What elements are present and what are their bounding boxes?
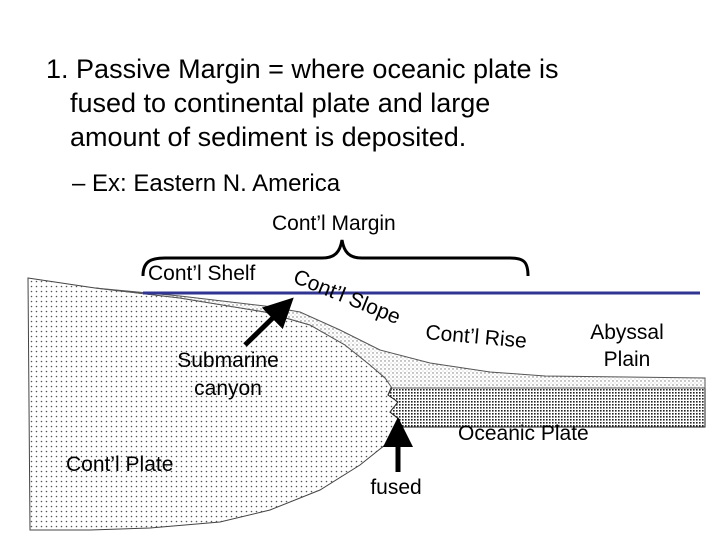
rise-label: Cont’l Rise <box>424 321 528 353</box>
abyssal-label-line2: Plain <box>603 348 651 371</box>
oceanic-plate-label: Oceanic Plate <box>458 422 589 445</box>
bullet-line-2: fused to continental plate and large <box>70 88 491 118</box>
margin-label: Cont’l Margin <box>272 212 396 235</box>
passive-margin-diagram <box>0 200 720 540</box>
bullet-number: 1. <box>46 54 69 84</box>
canyon-label-line2: canyon <box>194 377 262 400</box>
bullet-text <box>46 52 686 154</box>
continental-plate <box>28 278 400 530</box>
bullet-line-1 <box>46 52 686 86</box>
canyon-label-line1: Submarine <box>177 349 279 372</box>
continental-plate-label: Cont’l Plate <box>66 453 174 476</box>
fused-label: fused <box>370 476 422 499</box>
bullet-line-3: amount of sediment is deposited. <box>70 122 467 152</box>
slope-label: Cont’l Slope <box>290 265 404 330</box>
shelf-label: Cont’l Shelf <box>148 262 256 285</box>
abyssal-label-line1: Abyssal <box>590 321 664 344</box>
example-text: – Ex: Eastern N. America <box>72 170 341 197</box>
bullet-line-1-text: Passive Margin = where oceanic plate is <box>76 54 559 84</box>
